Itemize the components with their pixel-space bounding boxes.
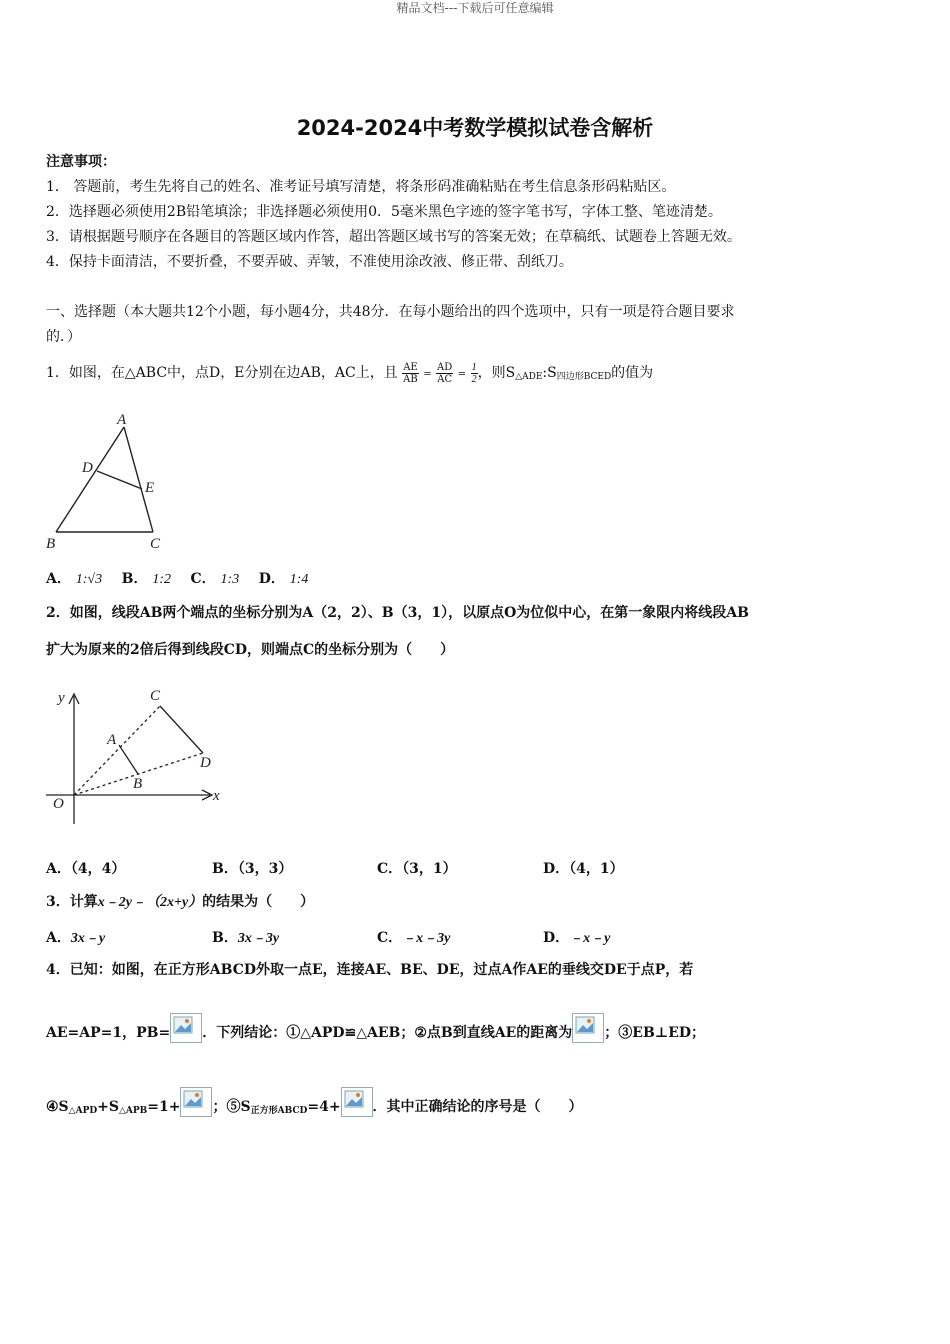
q3-expression: x﹣2y﹣（2x+y）: [97, 895, 203, 910]
question-4-stem-line1: 4．已知：如图，在正方形ABCD外取一点E，连接AE、BE、DE，过点A作AE的垂线交DE于点P，若: [46, 962, 694, 978]
notice-heading: 注意事项：: [46, 154, 116, 170]
broken-image-icon: [170, 1013, 202, 1043]
q1-s1: S: [505, 365, 516, 381]
option-value: 3x﹣y: [70, 931, 106, 946]
label-e: E: [145, 480, 155, 496]
option-letter: D．: [258, 571, 285, 587]
q1-triangle-figure: [40, 405, 180, 555]
option-value: 1:3: [220, 572, 240, 587]
question-3-stem: [46, 892, 906, 913]
option-value: （3，3）: [237, 861, 293, 877]
q4-line3-part-b: +S: [97, 1099, 119, 1115]
option-letter: C．: [190, 571, 216, 587]
option-letter: B．: [121, 571, 148, 587]
segment-ab: [119, 745, 138, 774]
question-2-stem-line2: 扩大为原来的2倍后得到线段CD，则端点C的坐标分别为（ ）: [46, 642, 455, 658]
page-title: 2024-2024中考数学模拟试卷含解析: [296, 116, 654, 140]
option-letter: C．: [377, 930, 403, 946]
q3-option-a[interactable]: [46, 927, 105, 947]
option-value: 1:√3: [75, 572, 103, 587]
q1-colon: :S: [542, 365, 557, 381]
option-letter: A．: [46, 861, 71, 877]
question-1-stem: [46, 360, 906, 390]
option-letter: C．: [377, 861, 403, 877]
section-heading-line2: 的．）: [46, 329, 81, 345]
q1-fraction-ae-ab: [402, 362, 419, 385]
option-value: ﹣x﹣3y: [402, 931, 451, 946]
question-4-stem-line3: [46, 1087, 906, 1128]
label-d: D: [200, 755, 211, 771]
q1-fraction-ad-ac: [436, 362, 453, 385]
notice-item-4: 4．保持卡面清洁，不要折叠，不要弄破、弄皱，不准使用涂改液、修正带、刮纸刀。: [46, 254, 573, 270]
q4-line3-part-f: ．其中正确结论的序号是（ ）: [372, 1099, 583, 1115]
frac-num: 1: [471, 361, 477, 373]
q4-line3-part-a: ④S: [46, 1099, 69, 1115]
label-x: x: [213, 788, 220, 804]
notice-item-2: 2．选择题必须使用2B铅笔填涂；非选择题必须使用0．5毫米黑色字迹的签字笔书写，字体工整、笔迹清楚。: [46, 204, 722, 220]
option-letter: B．: [212, 930, 238, 946]
ray-oc: [74, 706, 160, 795]
option-letter: D．: [543, 861, 570, 877]
q1-fraction-half: [471, 362, 478, 385]
question-4-stem-line2: [46, 1013, 906, 1050]
q1-s1-sub: △ADE: [515, 372, 543, 382]
q4-sub-square: 正方形ABCD: [250, 1106, 308, 1116]
q2-option-c[interactable]: [377, 858, 457, 878]
option-value: 1:2: [152, 572, 171, 587]
option-letter: B．: [212, 861, 238, 877]
broken-image-icon: [341, 1087, 373, 1117]
q1-option-b[interactable]: [122, 571, 171, 587]
frac-num: AD: [437, 361, 453, 373]
q1-s2-sub: 四边形BCED: [556, 372, 612, 382]
q1-option-a[interactable]: [46, 571, 102, 587]
q1-eq2: =: [457, 369, 467, 380]
label-o: O: [53, 796, 64, 812]
notice-item-3: 3．请根据题号顺序在各题目的答题区域内作答，超出答题区域书写的答案无效；在草稿纸、试题卷上答题无效。: [46, 229, 741, 245]
option-value: 1:4: [289, 572, 309, 587]
q3-option-d[interactable]: [543, 927, 610, 947]
label-a: A: [117, 412, 127, 428]
label-a: A: [107, 732, 117, 748]
q1-prefix: 1．如图，在△ABC中，点D，E分别在边AB，AC上，且: [46, 365, 398, 381]
segment-de: [97, 471, 142, 489]
option-letter: A．: [46, 571, 71, 587]
q2-option-b[interactable]: [212, 858, 292, 878]
q1-suffix1: ，则: [477, 365, 506, 381]
q4-line3-part-c: =1+: [147, 1099, 181, 1115]
option-value: 3x﹣3y: [237, 931, 280, 946]
q2-option-d[interactable]: [543, 858, 624, 878]
side-ab: [56, 427, 124, 532]
q2-coordinate-figure: [40, 682, 230, 837]
q4-sub-apd: △APD: [68, 1106, 98, 1116]
q4-line2-part-c: ；③EB⊥ED；: [604, 1025, 706, 1041]
broken-image-icon: [572, 1013, 604, 1043]
frac-num: AE: [403, 361, 418, 373]
label-d: D: [82, 460, 93, 476]
label-c: C: [150, 536, 161, 552]
label-c: C: [150, 688, 161, 704]
notice-item-1: 1． 答题前，考生先将自己的姓名、准考证号填写清楚，将条形码准确粘贴在考生信息条形码粘贴区。: [46, 179, 676, 195]
option-value: （4，4）: [70, 861, 126, 877]
q4-line3-part-d: ；⑤S: [212, 1099, 251, 1115]
frac-den: AB: [403, 373, 418, 385]
option-value: ﹣x﹣y: [569, 931, 611, 946]
option-value: （3，1）: [402, 861, 457, 877]
q1-option-c[interactable]: [191, 571, 240, 587]
q1-options: [46, 569, 906, 590]
question-2-stem-line1: 2．如图，线段AB两个端点的坐标分别为A（2，2）、B（3，1），以原点O为位似中心，在第一象限内将线段AB: [46, 605, 749, 621]
q1-suffix2: 的值为: [611, 365, 654, 381]
q4-line3-part-e: =4+: [307, 1099, 341, 1115]
segment-cd: [160, 706, 203, 753]
option-letter: A．: [46, 930, 71, 946]
q4-line2-part-b: ．下列结论：①△APD≌△AEB；②点B到直线AE的距离为: [202, 1025, 573, 1041]
option-letter: D．: [543, 930, 570, 946]
section-heading-line1: 一、选择题（本大题共12个小题，每小题4分，共48分．在每小题给出的四个选项中，只有一项是符合题目要求: [46, 304, 735, 320]
page-header: 精品文档---下载后可任意编辑: [396, 1, 554, 15]
q4-line2-part-a: AE=AP=1，PB=: [46, 1025, 171, 1041]
q3-suffix: 的结果为（ ）: [202, 894, 315, 910]
label-b: B: [46, 536, 56, 552]
q2-option-a[interactable]: [46, 858, 125, 878]
q1-eq1: =: [423, 369, 432, 380]
q3-option-b[interactable]: [212, 927, 279, 947]
q4-sub-apb: △APB: [119, 1106, 148, 1116]
option-value: （4，1）: [569, 861, 624, 877]
label-y: y: [58, 690, 65, 706]
label-b: B: [133, 776, 143, 792]
frac-den: 2: [471, 373, 477, 385]
q1-option-d[interactable]: [259, 571, 309, 587]
broken-image-icon: [180, 1087, 212, 1117]
q3-option-c[interactable]: [377, 927, 450, 947]
q3-prefix: 3．计算: [46, 894, 98, 910]
frac-den: AC: [437, 373, 453, 385]
